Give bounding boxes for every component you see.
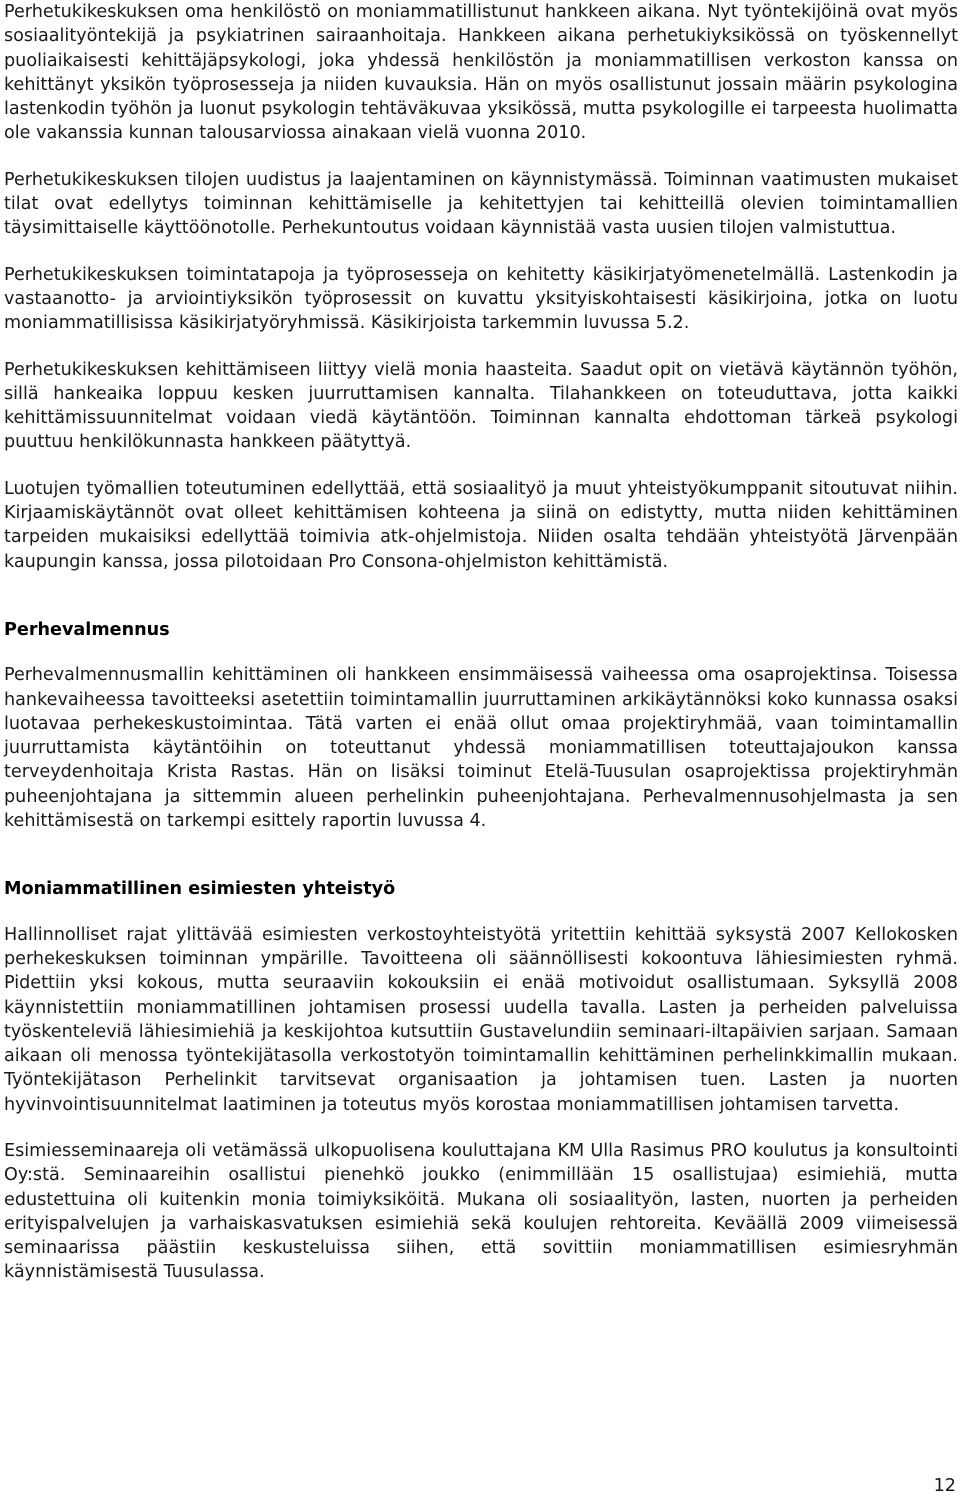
paragraph-staff: Perhetukikeskuksen oma henkilöstö on moniammatillistunut hankkeen aikana. Nyt työntekijöinä ovat myös sosiaalityöntekijä ja psykiatrinen sairaanhoitaja. Hankkeen aikana perhetukiyksikössä on työskennellyt puoliaikaisesti kehittäjäpsykologi, joka yhdessä henkilöstön ja moniammatillisen verkoston kanssa on kehittänyt yksikön työprosesseja ja niiden kuvauksia. Hän on myös osallistunut jossain määrin psykologina lastenkodin työhön ja luonut psykologin tehtäväkuvaa yksikössä, mutta psykologille ei tarpeesta huolimatta ole vakanssia kunnan talousarviossa ainakaan vielä vuonna 2010. — [4, 2, 958, 144]
paragraph-work-models: Luotujen työmallien toteutuminen edellyttää, että sosiaalityö ja muut yhteistyökumppanit sitoutuvat niihin. Kirjaamiskäytännöt ovat olleet kehittämisen kohteena ja siinä on edistytty, mutta niiden kehittäminen tarpeiden mukaisiksi edellyttää toimivia atk-ohjelmistoja. Niiden osalta tehdään yhteistyötä Järvenpään kaupungin kanssa, jossa pilotoidaan Pro Consona-ohjelmiston kehittämistä. — [4, 478, 958, 572]
document-page — [4, 0, 958, 1285]
paragraph-facilities: Perhetukikeskuksen tilojen uudistus ja laajentaminen on käynnistymässä. Toiminnan vaatimusten mukaiset tilat ovat edellytys toiminnan kehittämiselle ja kehitettyjen tai kehitteillä olevien toimintamallien täysimittaiselle käyttöönotolle. Perhekuntoutus voidaan käynnistää vasta uusien tilojen valmistuttua. — [4, 169, 958, 239]
section-heading-esimiesten-yhteistyo: Moniammatillinen esimiesten yhteistyö — [4, 879, 396, 900]
paragraph-perhevalmennus: Perhevalmennusmallin kehittäminen oli hankkeen ensimmäisessä vaiheessa oma osaprojektinsa. Toisessa hankevaiheessa tavoitteeksi asetettiin toimintamallin juurruttaminen arkikäytännöksi koko kunnassa osaksi luotavaa perhekeskustoimintaa. Tätä varten ei enää ollut omaa projektiryhmää, vaan toimintamallin juurruttamista käytäntöihin on toteuttanut yhdessä moniammatillisen toteuttajajoukon kanssa terveydenhoitaja Krista Rastas. Hän on lisäksi toiminut Etelä-Tuusulan osaprojektissa projektiryhmän puheenjohtajana ja sittemmin alueen perhelinkin puheenjohtajana. Perhevalmennusohjelmasta ja sen kehittämisestä on tarkempi esittely raportin luvussa 4. — [4, 665, 958, 832]
paragraph-esimiesseminaarit: Esimiesseminaareja oli vetämässä ulkopuolisena kouluttajana KM Ulla Rasimus PRO koulutus ja konsultointi Oy:stä. Seminaareihin osallistui pienehkö joukko (enimmillään 15 osallistujaa) esimiehiä, mutta edustettuina oli kuitenkin monia toimiyksiköitä. Mukana oli sosiaalityön, lasten, nuorten ja perheiden erityispalvelujen ja varhaiskasvatuksen esimiehiä sekä koulujen rehtoreita. Keväällä 2009 viimeisessä seminaarissa päästiin keskusteluissa siihen, että sovittiin moniammatillisen esimiesryhmän käynnistämisestä Tuusulassa. — [4, 1140, 958, 1283]
section-heading-perhevalmennus: Perhevalmennus — [4, 619, 170, 640]
section-spacer — [4, 574, 958, 618]
section-spacer — [4, 833, 958, 877]
paragraph-challenges: Perhetukikeskuksen kehittämiseen liittyy vielä monia haasteita. Saadut opit on vietävä käytännön työhön, sillä hankeaika loppuu kesken juurruttamisen kannalta. Tilahankkeen on toteuduttava, jotta kaikki kehittämissuunnitelmat voidaan viedä käytäntöön. Toiminnan kannalta ehdottoman tärkeä psykologi puuttuu henkilökunnasta hankkeen päätyttyä. — [4, 359, 958, 453]
page-number: 12 — [933, 1476, 956, 1496]
paragraph-handbook-method: Perhetukikeskuksen toimintatapoja ja työprosesseja on kehitetty käsikirjatyömenetelmällä. Lastenkodin ja vastaanotto- ja arviointiyksikön työprosessit on kuvattu yksityiskohtaisesti käsikirjoina, jotka on luotu moniammatillisissa käsikirjatyöryhmissä. Käsikirjoista tarkemmin luvussa 5.2. — [4, 264, 958, 334]
paragraph-esimiesten-network: Hallinnolliset rajat ylittävää esimiesten verkostoyhteistyötä yritettiin kehittää syksystä 2007 Kellokosken perhekeskuksen toiminnan ympärille. Tavoitteena oli säännöllisesti kokoontuva lähiesimiesten ryhmä. Pidettiin yksi kokous, mutta seuraaviin kokouksiin ei enää motivoidut osallistumaan. Syksyllä 2008 käynnistettiin moniammatillinen johtamisen prosessi uudella tavalla. Lasten ja perheiden palveluissa työskenteleviä lähiesimiehiä ja keskijohtoa kutsuttiin Gustavelundiin seminaari-iltapäivien sarjaan. Samaan aikaan oli menossa työntekijätasolla verkostotyön toimintamallin kehittäminen perhelinkkimallin mukaan. Työntekijätason Perhelinkit tarvitsevat organisaation ja johtamisen tuen. Lasten ja nuorten hyvinvointisuunnitelmat laatiminen ja toteutus myös korostaa moniammatillisen johtamisen tarvetta. — [4, 924, 958, 1115]
